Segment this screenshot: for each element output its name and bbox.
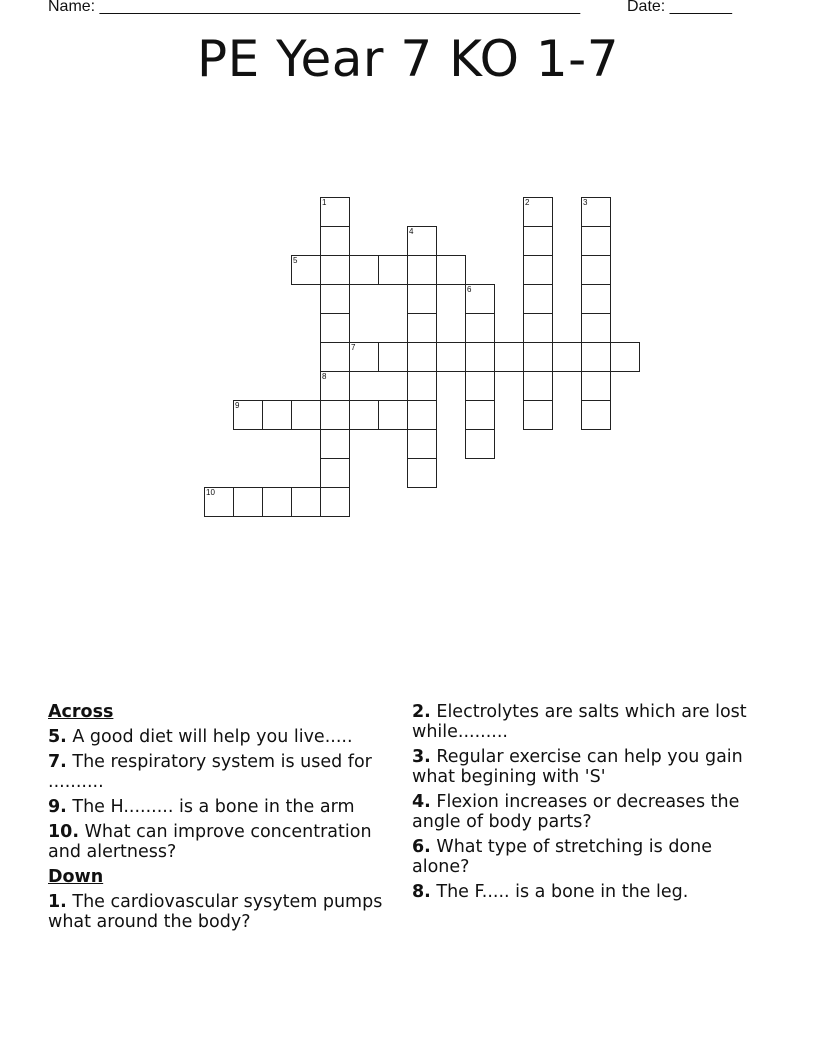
cell-number: 9 xyxy=(235,401,240,410)
crossword-cell xyxy=(320,487,350,517)
crossword-cell xyxy=(581,284,611,314)
crossword-cell xyxy=(407,371,437,401)
clue-text: The respiratory system is used for .......... xyxy=(48,752,372,792)
clue-number: 8. xyxy=(412,882,431,902)
crossword-cell xyxy=(407,458,437,488)
across-heading: Across xyxy=(48,702,114,722)
page-title: PE Year 7 KO 1-7 xyxy=(196,30,620,88)
clue-number: 1. xyxy=(48,892,67,912)
cell-number: 6 xyxy=(467,285,472,294)
cell-number: 3 xyxy=(583,198,588,207)
clue-number: 10. xyxy=(48,822,80,842)
crossword-cell xyxy=(233,487,263,517)
crossword-cell xyxy=(407,429,437,459)
clue-number: 4. xyxy=(412,792,431,812)
crossword-cell xyxy=(233,400,263,430)
crossword-cell xyxy=(407,342,437,372)
crossword-cell xyxy=(465,429,495,459)
crossword-cell xyxy=(320,458,350,488)
crossword-cell xyxy=(523,313,553,343)
crossword-cell xyxy=(320,400,350,430)
cell-number: 5 xyxy=(293,256,298,265)
cell-number: 8 xyxy=(322,372,327,381)
crossword-cell xyxy=(581,400,611,430)
cell-number: 10 xyxy=(206,488,215,497)
crossword-cell xyxy=(552,342,582,372)
crossword-cell xyxy=(465,342,495,372)
clue-text: Flexion increases or decreases the angle of body parts? xyxy=(412,792,740,832)
crossword-cell xyxy=(262,400,292,430)
crossword-cell xyxy=(581,226,611,256)
crossword-cell xyxy=(291,400,321,430)
crossword-cell xyxy=(523,255,553,285)
crossword-cell xyxy=(320,255,350,285)
clue-number: 9. xyxy=(48,797,67,817)
clue-text: The F..... is a bone in the leg. xyxy=(430,882,689,902)
crossword-cell xyxy=(610,342,640,372)
clue-number: 5. xyxy=(48,727,67,747)
clue-column-right xyxy=(412,702,757,907)
crossword-cell xyxy=(581,371,611,401)
clue-text: What can improve concentration and alertness? xyxy=(48,822,372,862)
crossword-cell xyxy=(465,284,495,314)
crossword-cell xyxy=(320,284,350,314)
crossword-cell xyxy=(349,255,379,285)
clue-across-10 xyxy=(48,822,393,862)
clue-down-2 xyxy=(412,702,757,742)
crossword-cell xyxy=(262,487,292,517)
clue-text: The H......... is a bone in the arm xyxy=(66,797,355,817)
crossword-cell xyxy=(581,342,611,372)
crossword-cell xyxy=(523,400,553,430)
crossword-cell xyxy=(320,313,350,343)
crossword-cell xyxy=(523,284,553,314)
crossword-cell xyxy=(436,342,466,372)
crossword-cell xyxy=(407,284,437,314)
crossword-cell xyxy=(204,487,234,517)
crossword-cell xyxy=(581,197,611,227)
clue-text: Electrolytes are salts which are lost while......... xyxy=(412,702,747,742)
crossword-cell xyxy=(465,400,495,430)
crossword-cell xyxy=(581,255,611,285)
crossword-cell xyxy=(465,313,495,343)
clue-number: 2. xyxy=(412,702,431,722)
crossword-cell xyxy=(320,226,350,256)
crossword-cell xyxy=(523,226,553,256)
crossword-cell xyxy=(291,487,321,517)
clue-text: What type of stretching is done alone? xyxy=(412,837,712,877)
crossword-cell xyxy=(436,255,466,285)
crossword-cell xyxy=(523,371,553,401)
crossword-cell xyxy=(378,342,408,372)
crossword-cell xyxy=(349,400,379,430)
clue-across-9 xyxy=(48,797,393,817)
crossword-cell xyxy=(465,371,495,401)
crossword-cell xyxy=(494,342,524,372)
date-field-line: Date: _______ xyxy=(627,0,732,15)
crossword-cell xyxy=(378,400,408,430)
crossword-cell xyxy=(320,371,350,401)
crossword-cell xyxy=(320,342,350,372)
clue-number: 6. xyxy=(412,837,431,857)
name-field-line: Name: ______________________________________________________ xyxy=(48,0,581,15)
clue-number: 3. xyxy=(412,747,431,767)
clue-down-6 xyxy=(412,837,757,877)
crossword-cell xyxy=(407,226,437,256)
crossword-cell xyxy=(407,313,437,343)
crossword-cell xyxy=(320,197,350,227)
clue-text: A good diet will help you live..... xyxy=(66,727,353,747)
cell-number: 7 xyxy=(351,343,356,352)
clue-down-1 xyxy=(48,892,393,932)
clue-down-4 xyxy=(412,792,757,832)
cell-number: 1 xyxy=(322,198,327,207)
clue-text: The cardiovascular sysytem pumps what around the body? xyxy=(48,892,383,932)
crossword-cell xyxy=(291,255,321,285)
clue-down-3 xyxy=(412,747,757,787)
clue-across-5 xyxy=(48,727,393,747)
crossword-cell xyxy=(320,429,350,459)
clue-column-left xyxy=(48,702,393,937)
crossword-cell xyxy=(349,342,379,372)
crossword-cell xyxy=(523,342,553,372)
cell-number: 2 xyxy=(525,198,530,207)
crossword-cell xyxy=(407,255,437,285)
down-heading: Down xyxy=(48,867,104,887)
clue-number: 7. xyxy=(48,752,67,772)
clue-text: Regular exercise can help you gain what begining with 'S' xyxy=(412,747,743,787)
crossword-cell xyxy=(407,400,437,430)
crossword-cell xyxy=(378,255,408,285)
crossword-cell xyxy=(523,197,553,227)
crossword-cell xyxy=(581,313,611,343)
clue-across-7 xyxy=(48,752,393,792)
cell-number: 4 xyxy=(409,227,414,236)
clue-down-8 xyxy=(412,882,757,902)
